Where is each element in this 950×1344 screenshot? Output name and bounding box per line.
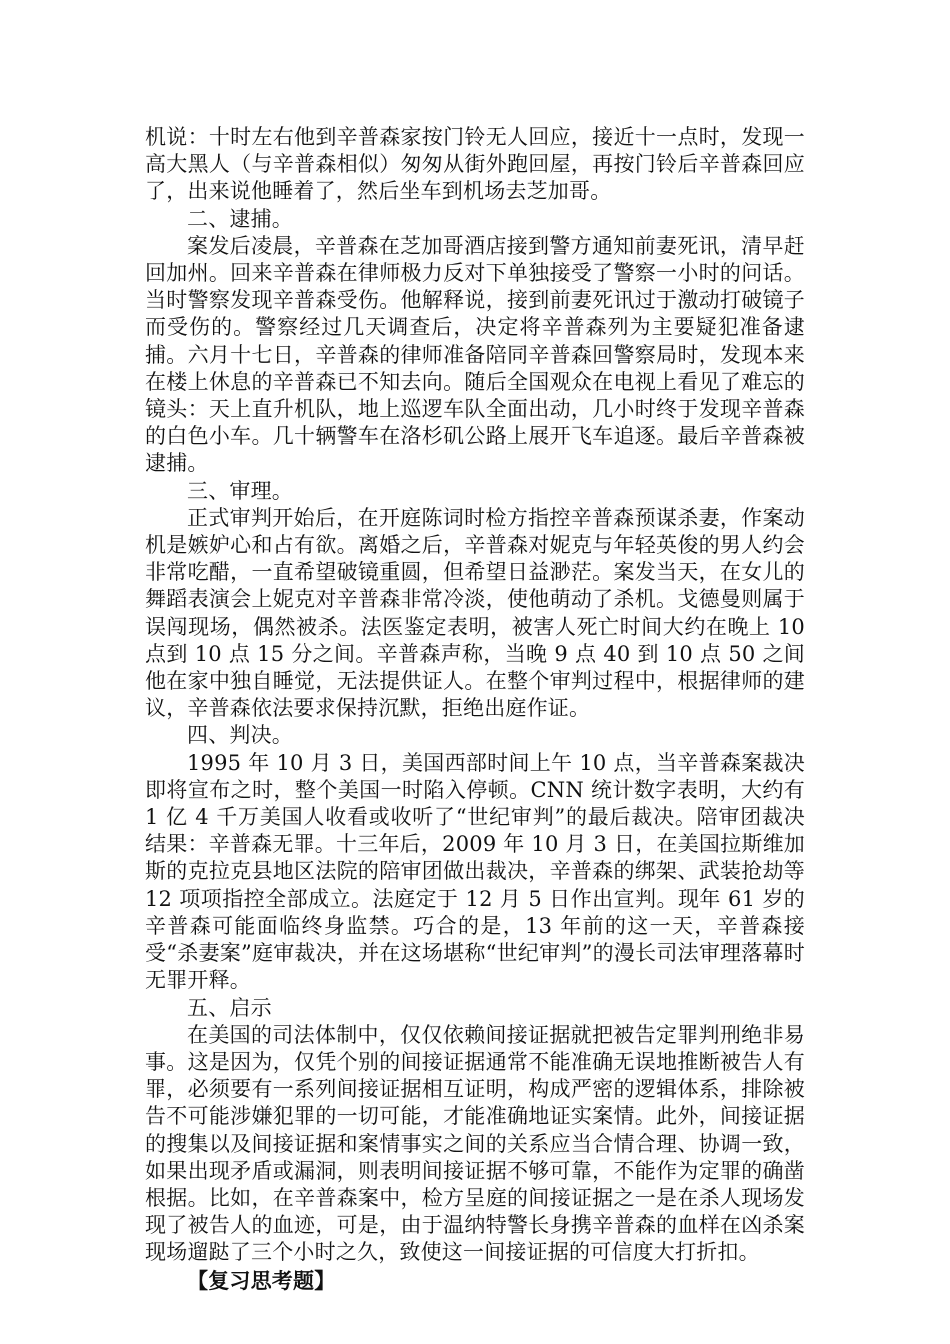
paragraph-arrest: 案发后凌晨，辛普森在芝加哥酒店接到警方通知前妻死讯，清早赶回加州。回来辛普森在律师极力反对下单独接受了警察一小时的问话。当时警察发现辛普森受伤。他解释说，接到前妻死讯过于激动打破镜子而受伤的。警察经过几天调查后，决定将辛普森列为主要疑犯准备逮捕。六月十七日，辛普森的律师准备陪同辛普森回警察局时，发现本来在楼上休息的辛普森已不知去向。随后全国观众在电视上看见了难忘的镜头：天上直升机队，地上巡逻车队全面出动，几小时终于发现辛普森的白色小车。几十辆警车在洛杉矶公路上展开飞车追逐。最后辛普森被逮捕。 xyxy=(145,233,805,476)
document-page xyxy=(145,124,805,1294)
section-heading-trial: 三、审理。 xyxy=(187,478,293,503)
paragraph-witness-account: 机说：十时左右他到辛普森家按门铃无人回应，接近十一点时，发现一高大黑人（与辛普森相似）匆匆从街外跑回屋，再按门铃后辛普森回应了，出来说他睡着了，然后坐车到机场去芝加哥。 xyxy=(145,125,805,204)
section-heading-arrest: 二、逮捕。 xyxy=(187,206,293,231)
paragraph-lessons: 在美国的司法体制中，仅仅依赖间接证据就把被告定罪判刑绝非易事。这是因为，仅凭个别的间接证据通常不能准确无误地推断被告人有罪，必须要有一系列间接证据相互证明，构成严密的逻辑体系，排除被告不可能涉嫌犯罪的一切可能，才能准确地证实案情。此外，间接证据的搜集以及间接证据和案情事实之间的关系应当合情合理、协调一致，如果出现矛盾或漏洞，则表明间接证据不够可靠，不能作为定罪的确凿根据。比如，在辛普森案中，检方呈庭的间接证据之一是在杀人现场发现了被告人的血迹，可是，由于温纳特警长身携辛普森的血样在凶杀案现场遛跶了三个小时之久，致使这一间接证据的可信度大打折扣。 xyxy=(145,1022,805,1265)
section-heading-lessons: 五、启示 xyxy=(187,995,272,1020)
paragraph-verdict: 1995 年 10 月 3 日，美国西部时间上午 10 点，当辛普森案裁决即将宣布之时，整个美国一时陷入停顿。CNN 统计数字表明，大约有 1 亿 4 千万美国人收看或收听了“世纪审判”的最后裁决。陪审团裁决结果：辛普森无罪。十三年后，2009 年 10 月 3 日，在美国拉斯维加斯的克拉克县地区法院的陪审团做出裁决，辛普森的绑架、武装抢劫等 12 项项指控全部成立。法庭定于 12 月 5 日作出宣判。现年 61 岁的辛普森可能面临终身监禁。巧合的是，13 年前的这一天，辛普森接受“杀妻案”庭审裁决，并在这场堪称“世纪审判”的漫长司法审理落幕时无罪开释。 xyxy=(145,750,805,993)
review-questions-heading: 【复习思考题】 xyxy=(187,1267,336,1293)
paragraph-trial: 正式审判开始后，在开庭陈词时检方指控辛普森预谋杀妻，作案动机是嫉妒心和占有欲。离婚之后，辛普森对妮克与年轻英俊的男人约会非常吃醋，一直希望破镜重圆，但希望日益渺茫。案发当天，在女儿的舞蹈表演会上妮克对辛普森非常冷淡，使他萌动了杀机。戈德曼则属于误闯现场，偶然被杀。法医鉴定表明，被害人死亡时间大约在晚上 10 点到 10 点 15 分之间。辛普森声称，当晚 9 点 40 到 10 点 50 之间他在家中独自睡觉，无法提供证人。在整个审判过程中，根据律师的建议，辛普森依法要求保持沉默，拒绝出庭作证。 xyxy=(145,505,805,721)
section-heading-verdict: 四、判决。 xyxy=(187,723,293,748)
